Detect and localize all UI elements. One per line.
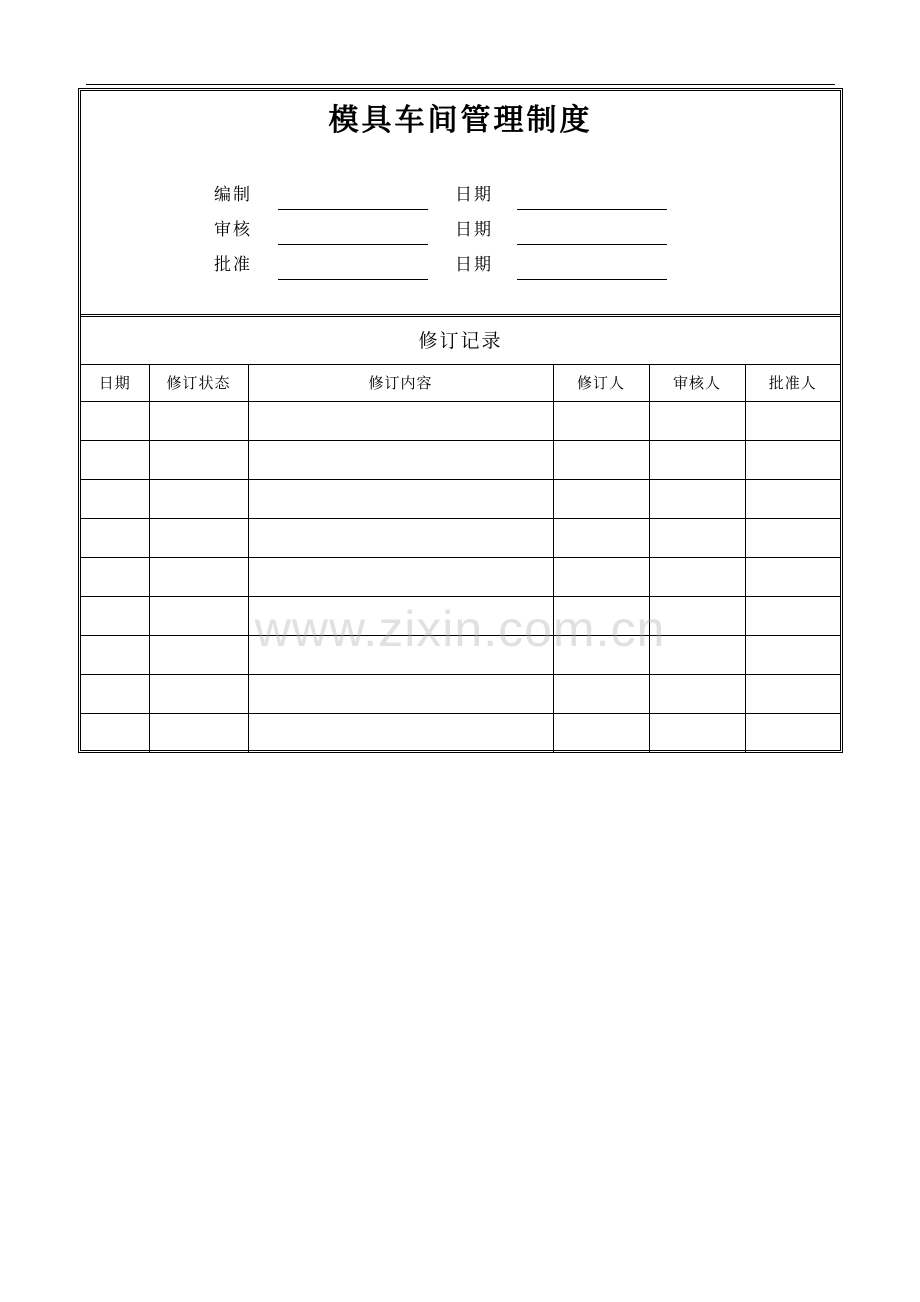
- table-row: [81, 557, 840, 596]
- table-cell[interactable]: [649, 713, 745, 752]
- table-header-row: [81, 365, 840, 401]
- table-cell[interactable]: [745, 479, 840, 518]
- table-cell[interactable]: [553, 713, 649, 752]
- table-cell[interactable]: [81, 596, 149, 635]
- revision-record-title: 修订记录: [81, 317, 840, 365]
- table-cell[interactable]: [553, 518, 649, 557]
- table-cell[interactable]: [248, 518, 553, 557]
- table-cell[interactable]: [745, 596, 840, 635]
- table-cell[interactable]: [248, 440, 553, 479]
- signoff-row-review: [81, 218, 840, 248]
- table-cell[interactable]: [745, 635, 840, 674]
- table-cell[interactable]: [149, 557, 248, 596]
- table-row: [81, 713, 840, 752]
- table-cell[interactable]: [649, 596, 745, 635]
- column-header-approver: 批准人: [745, 365, 840, 401]
- column-header-reviser: 修订人: [553, 365, 649, 401]
- table-cell[interactable]: [248, 479, 553, 518]
- signoff-date-field[interactable]: [517, 209, 667, 210]
- table-cell[interactable]: [81, 479, 149, 518]
- table-row: [81, 635, 840, 674]
- table-cell[interactable]: [149, 518, 248, 557]
- signoff-role-label: 编制: [214, 185, 252, 205]
- signoff-date-label: 日期: [455, 185, 493, 205]
- table-cell[interactable]: [553, 440, 649, 479]
- table-row: [81, 401, 840, 440]
- table-cell[interactable]: [149, 479, 248, 518]
- table-cell[interactable]: [81, 440, 149, 479]
- table-cell[interactable]: [553, 557, 649, 596]
- watermark: www.zixin.com.cn: [254, 601, 666, 657]
- page-title: 模具车间管理制度: [328, 103, 593, 138]
- table-cell[interactable]: [149, 635, 248, 674]
- signoff-date-field[interactable]: [517, 279, 667, 280]
- table-cell[interactable]: [745, 440, 840, 479]
- table-cell[interactable]: [81, 401, 149, 440]
- table-cell[interactable]: [248, 635, 553, 674]
- table-cell[interactable]: [649, 518, 745, 557]
- table-cell[interactable]: [81, 713, 149, 752]
- document-frame: [78, 88, 843, 753]
- column-header-date: 日期: [81, 365, 149, 401]
- table-cell[interactable]: [649, 401, 745, 440]
- table-cell[interactable]: [745, 674, 840, 713]
- table-cell[interactable]: [649, 479, 745, 518]
- table-cell[interactable]: [248, 557, 553, 596]
- table-cell[interactable]: [745, 713, 840, 752]
- table-row: [81, 518, 840, 557]
- header-section: [81, 91, 840, 317]
- column-header-reviewer: 审核人: [649, 365, 745, 401]
- signoff-name-field[interactable]: [278, 279, 428, 280]
- signoff-row-approve: [81, 253, 840, 283]
- table-cell[interactable]: [81, 635, 149, 674]
- table-cell[interactable]: [649, 674, 745, 713]
- signoff-date-label: 日期: [455, 255, 493, 275]
- signoff-role-label: 审核: [214, 220, 252, 240]
- table-cell[interactable]: [553, 635, 649, 674]
- signoff-role-label: 批准: [214, 255, 252, 275]
- table-row: [81, 440, 840, 479]
- table-cell[interactable]: [745, 518, 840, 557]
- table-row: [81, 596, 840, 635]
- table-cell[interactable]: [149, 440, 248, 479]
- table-cell[interactable]: [553, 479, 649, 518]
- table-cell[interactable]: [149, 596, 248, 635]
- table-cell[interactable]: [649, 635, 745, 674]
- table-cell[interactable]: [81, 674, 149, 713]
- table-cell[interactable]: [649, 440, 745, 479]
- table-cell[interactable]: [248, 674, 553, 713]
- table-cell[interactable]: [248, 401, 553, 440]
- signoff-name-field[interactable]: [278, 244, 428, 245]
- top-rule: [86, 84, 835, 85]
- table-cell[interactable]: [149, 674, 248, 713]
- signoff-date-label: 日期: [455, 220, 493, 240]
- revision-table: [81, 365, 840, 752]
- table-cell[interactable]: [745, 557, 840, 596]
- table-cell[interactable]: [745, 401, 840, 440]
- column-header-status: 修订状态: [149, 365, 248, 401]
- table-cell[interactable]: [248, 596, 553, 635]
- table-cell[interactable]: [553, 674, 649, 713]
- table-cell[interactable]: [553, 596, 649, 635]
- table-cell[interactable]: [81, 518, 149, 557]
- table-cell[interactable]: [248, 713, 553, 752]
- signoff-row-compile: [81, 183, 840, 213]
- table-cell[interactable]: [553, 401, 649, 440]
- signoff-date-field[interactable]: [517, 244, 667, 245]
- table-cell[interactable]: [81, 557, 149, 596]
- table-cell[interactable]: [149, 713, 248, 752]
- table-cell[interactable]: [149, 401, 248, 440]
- table-row: [81, 479, 840, 518]
- table-row: [81, 674, 840, 713]
- column-header-content: 修订内容: [248, 365, 553, 401]
- table-cell[interactable]: [649, 557, 745, 596]
- signoff-name-field[interactable]: [278, 209, 428, 210]
